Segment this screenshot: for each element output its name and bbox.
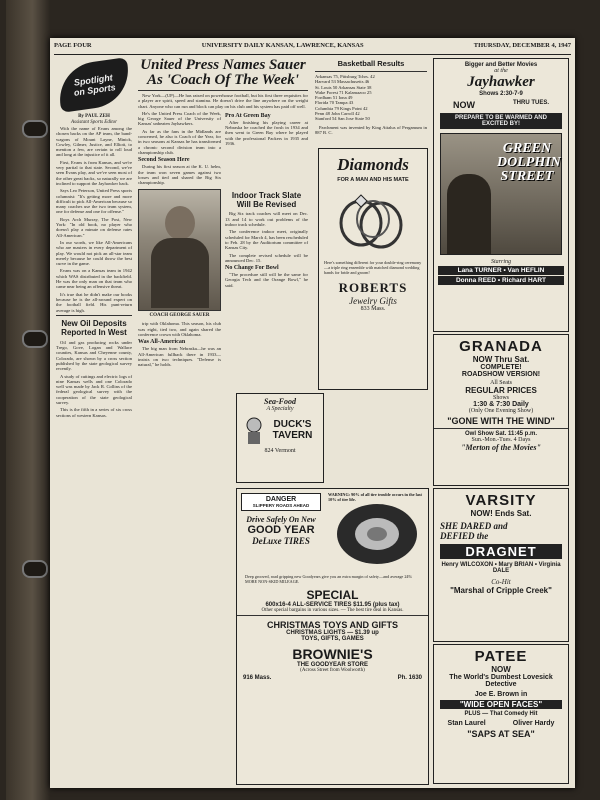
- binder-ring: [22, 560, 48, 578]
- patee-plus: PLUS — That Comedy Hit: [464, 711, 538, 717]
- granada-name: GRANADA: [459, 338, 543, 355]
- granada-complete: COMPLETE!: [480, 364, 522, 371]
- granada-shows: Shows: [492, 395, 509, 401]
- result-line: Columbia 79 Kings Point 42: [315, 105, 368, 111]
- filler-note: Parchment was invented by King Attalus of Pergamum in 887 B. C.: [315, 124, 427, 135]
- byline-author: By PAUL ZEH: [78, 114, 110, 119]
- rings-icon: [333, 185, 413, 255]
- drive-safely: Drive Safely On New: [246, 515, 316, 524]
- paper-name: UNIVERSITY DAILY KANSAN, LAWRENCE, KANSAS: [201, 42, 364, 49]
- track-headline: Indoor Track Slate Will Be Revised: [231, 191, 302, 210]
- other-bargains: Other special bargains in various sizes. — The best tire deal in Kansas.: [261, 608, 404, 613]
- jayhawker-stars: Donna REED • Richard HART: [438, 276, 564, 285]
- paragraph: The complete revised schedule will be announced Dec. 15.: [225, 252, 308, 263]
- newspaper-page: [50, 38, 575, 788]
- granada-sun: Sun.-Mon.-Tues. 4 Days: [471, 437, 531, 443]
- jayhawker-shows: Shows 2:30-7-9: [479, 91, 523, 97]
- brownies-address: 916 Mass.: [243, 675, 272, 681]
- paragraph: trip with Oklahoma. This season, his club was eight, tied two, and again shared the conference crown with Oklahoma.: [138, 321, 221, 338]
- brownies-phone: Ph. 1630: [397, 675, 422, 681]
- basketball-box: [315, 58, 427, 137]
- brownies-name: BROWNIE'S: [292, 646, 373, 662]
- photo-caption: COACH GEORGE SAUER: [149, 313, 210, 319]
- page-number: PAGE FOUR: [54, 42, 92, 49]
- binder-ring: [22, 330, 48, 348]
- basketball-title: Basketball Results: [337, 59, 405, 68]
- granada-theater-ad: [433, 334, 569, 486]
- jayhawker-top: Bigger and Better Movies: [464, 62, 538, 68]
- result-line: Wake Forest 71 Kalamazoo 25: [315, 89, 372, 95]
- oil-headline: New Oil Deposits Reported In West: [61, 318, 127, 337]
- paragraph: The big man from Nebraska—he was an All-American fullback there in 1933—insists on two techniques. "Defense is natural," he holds.: [138, 346, 221, 368]
- patee-star: Joe E. Brown in: [474, 691, 528, 698]
- ducks-tavern-ad: [236, 393, 324, 483]
- tavern-name: DUCK'S TAVERN: [272, 419, 313, 441]
- varsity-co: Co-Hit: [491, 578, 511, 586]
- store-tagline: Jewelry Gifts: [349, 296, 397, 306]
- paragraph: The conference indoor meet, originally scheduled for March 4, has been rescheduled to Feb. 28 by the Auditorium committee of Kansas City.: [225, 229, 308, 251]
- diamonds-sub: FOR A MAN AND HIS MATE: [337, 177, 409, 183]
- sauer-story: [138, 58, 308, 370]
- patee-theater-ad: [433, 644, 569, 784]
- binder-ring: [22, 120, 48, 138]
- paragraph: In our words, we like All-Americans who are masters in every department of play. We would not pick an all-star team merely because he could throw the best curve in the game.: [56, 239, 132, 267]
- subhead: Second Season Here: [138, 157, 190, 164]
- christmas-headline: CHRISTMAS TOYS AND GIFTS: [266, 620, 398, 630]
- jayhawker-theater-ad: [433, 58, 569, 332]
- diamonds-body: Here's something different for your double-ring ceremony—a triple ring ensemble with matched diamond wedding bands for bride and groom!: [324, 260, 422, 275]
- varsity-name: VARSITY: [465, 492, 537, 509]
- main-headline: United Press Names Sauer As 'Coach Of The Week': [140, 57, 306, 88]
- granada-times: 1:30 & 7:30 Daily: [473, 401, 529, 408]
- goodyear-copy: Deep grooved, road gripping new Goodyears give you an extra margin of safety—and average 24% MORE NON-SKID MILEAGE.: [245, 574, 413, 584]
- patee-now: NOW: [491, 665, 511, 674]
- jayhawker-promo: PREPARE TO BE WARMED AND EXCITED BY!: [440, 113, 562, 129]
- subhead: No Change For Bowl: [225, 265, 279, 272]
- patee-ollie: Oliver Hardy: [512, 720, 555, 727]
- deluxe-tires: DeLuxe TIRES: [252, 536, 310, 546]
- jayhawker-at: at the: [494, 68, 508, 74]
- patee-film2: "SAPS AT SEA": [467, 729, 535, 739]
- granada-film: "GONE WITH THE WIND": [447, 416, 555, 426]
- patee-film: "WIDE OPEN FACES": [440, 700, 562, 709]
- patee-line1: The World's Dumbest Lovesick Detective: [449, 674, 553, 688]
- paragraph: Evans was on a Kansas team in 1942 which WAS distributed in the backfield. He was the only man on that team who came near being an offensive threat.: [56, 268, 132, 290]
- jayhawker-starring: Starring: [490, 259, 511, 265]
- subhead: Pro At Green Bay: [225, 112, 271, 119]
- paragraph: Says Leo Peterson, United Press sports columnist: "It's getting more and more difficult to pick All-American because so many coaches use the two team system, one for defense and one for offense.": [56, 188, 132, 215]
- tavern-address: 824 Vermont: [264, 448, 296, 454]
- paragraph: He's the United Press Coach of the Week, big George Sauer of the University of Kansas' unbeaten Jayhawkers.: [138, 110, 221, 127]
- varsity-line1: SHE DARED and DEFIED the: [440, 521, 508, 541]
- result-line: St. Louis 50 Arkansas State 38: [315, 84, 372, 90]
- spotlight-column: [56, 58, 132, 420]
- notebook-binding: [6, 0, 50, 800]
- danger-sign: DANGER SLIPPERY ROADS AHEAD: [241, 493, 321, 511]
- tire-price: 600x16-4 ALL-SERVICE TIRES $11.95 (plus tax): [265, 602, 400, 608]
- paragraph: During his first season at the K. U. helm, the team won seven games against two losses and tied and shared the Big Six championship.: [138, 164, 221, 186]
- result-line: Stanford 54 San Jose State 50: [315, 116, 370, 122]
- roberts-jewelry-ad: [318, 148, 428, 390]
- granada-once: (Only One Evening Show): [468, 408, 534, 414]
- tire-icon: [332, 502, 422, 566]
- paragraph: Big Six track coaches will meet on Dec. 13 and 14 to work out problems of the indoor track schedule.: [225, 211, 308, 228]
- varsity-stars: Henry WILCOXON • Mary BRIAN • Virginia DALE: [441, 562, 561, 574]
- paragraph: Boys Arch Murray, The Post, New York: "In old book, no player who doesn't play a minute on defense rates All-American.": [56, 216, 132, 238]
- granada-all: All Seats: [490, 380, 512, 386]
- running-head: [54, 42, 571, 55]
- varsity-film2: "Marshal of Cripple Creek": [450, 586, 552, 595]
- granada-film2: "Merton of the Movies": [461, 443, 541, 452]
- paragraph: Oil and gas producing rocks under Trego, Gove, Logan and Wallace counties, Kansas and Cheyenne county, Colorado, are shown by a cross section published by the state geological survey recently.: [56, 339, 132, 372]
- result-line: Penn 48 John Carroll 42: [315, 111, 360, 117]
- result-line: Harvard 53 Massachusetts 46: [315, 79, 370, 85]
- paragraph: As far as the fans in the Midlands are concerned, he also is Coach of the Year, for in two seasons at Kansas he has transformed a chronic second division team into a championship club.: [138, 128, 221, 155]
- patee-stan: Stan Laurel: [447, 720, 486, 727]
- spotlight-logo: Spotlight on Sports: [55, 57, 133, 113]
- paragraph: New York—(UP)—He has raised on powerhouse football, but his first three requisites for a player are spirit, speed and stamina. He doesn't drive the line anywhere on the weight chart. Anyone who can run and block can play on his club and his system has paid off well.: [138, 93, 308, 109]
- goodyear-brand: GOOD YEAR: [247, 524, 315, 536]
- issue-date: THURSDAY, DECEMBER 4, 1947: [473, 42, 571, 49]
- granada-now: NOW Thru Sat.: [472, 355, 530, 364]
- christmas-lights: CHRISTMAS LIGHTS — $1.39 up: [286, 630, 379, 636]
- granada-prices: REGULAR PRICES: [465, 386, 537, 395]
- subhead: Was All-American: [138, 339, 186, 346]
- tavern-specialty: A Specialty: [266, 406, 294, 412]
- varsity-film: DRAGNET: [440, 544, 562, 559]
- jayhawker-now: NOW: [453, 100, 475, 110]
- toys-gifts: TOYS, GIFTS, GAMES: [301, 636, 364, 642]
- jayhawker-thru: THRU TUES.: [513, 100, 549, 106]
- goodyear-store: THE GOODYEAR STORE: [297, 662, 368, 668]
- sauer-photo: [138, 189, 221, 311]
- jayhawker-stars: Lana TURNER • Van HEFLIN: [438, 266, 564, 275]
- special-label: SPECIAL: [306, 588, 359, 602]
- granada-owl: Owl Show Sat. 11:45 p.m.: [464, 431, 538, 437]
- paragraph: "The procedure still will be the same for Georgia Tech and the Orange Bowl," he said.: [225, 272, 308, 288]
- varsity-theater-ad: [433, 488, 569, 642]
- paragraph: It's true that he didn't make our books because he is the all-around expert on the football field. His punt-return average is high.: [56, 291, 132, 313]
- paragraph: This is the fifth in a series of six cross sections of western Kansas.: [56, 407, 132, 418]
- granada-roadshow: ROADSHOW VERSION!: [461, 371, 541, 378]
- tire-warning: WARNING: 90% of all tire trouble occurs in the last 10% of tire life.: [328, 492, 422, 502]
- varsity-now: NOW! Ends Sat.: [470, 509, 532, 518]
- goodyear-ad: [236, 488, 429, 785]
- result-line: Arkansas 75, Pittsburg Tchrs. 42: [315, 74, 375, 79]
- jayhawker-name: Jayhawker: [467, 74, 535, 90]
- paragraph: After finishing his playing career at Nebraska he coached the frosh in 1934 and then went to Green Bay where he played with the professional Packers in 1935 and 1936.: [225, 119, 308, 147]
- film-poster: GREEN DOLPHIN STREET: [440, 133, 562, 255]
- tavern-seafood: Sea-Food: [264, 397, 296, 406]
- paragraph: First, Evans is from Kansas, and we're very partial to that state. Second, we've seen Evans play, and we've seen most of the other great backs, so naturally we are inclined to support the Jayhawker back.: [56, 159, 132, 186]
- result-line: Florida 70 Tampa 43: [315, 100, 354, 106]
- result-line: Fordham 51 Iona 49: [315, 95, 353, 101]
- paragraph: With the name of Evans among the chosen backs on the AP team, the band-wagons of Mount Layne, Minick, Cowley, Gilmer, Justice, and Elliott, to mention a few, are certain to roll loud and long at the injustice of it all.: [56, 126, 132, 158]
- chef-icon: [243, 415, 265, 445]
- store-name: ROBERTS: [338, 280, 408, 295]
- store-address: 833 Mass.: [360, 306, 386, 312]
- byline-title: Assistant Sports Editor: [70, 120, 118, 125]
- diamonds-title: Diamonds: [337, 155, 409, 174]
- paragraph: A study of cuttings and electric logs of nine Kansas wells and one Colorado well was made by Jack R. Collins of the federal geological survey with the cooperation of the state geological survey.: [56, 373, 132, 406]
- store-location: (Across Street from Woolworth): [300, 668, 365, 673]
- patee-name: PATEE: [474, 648, 528, 665]
